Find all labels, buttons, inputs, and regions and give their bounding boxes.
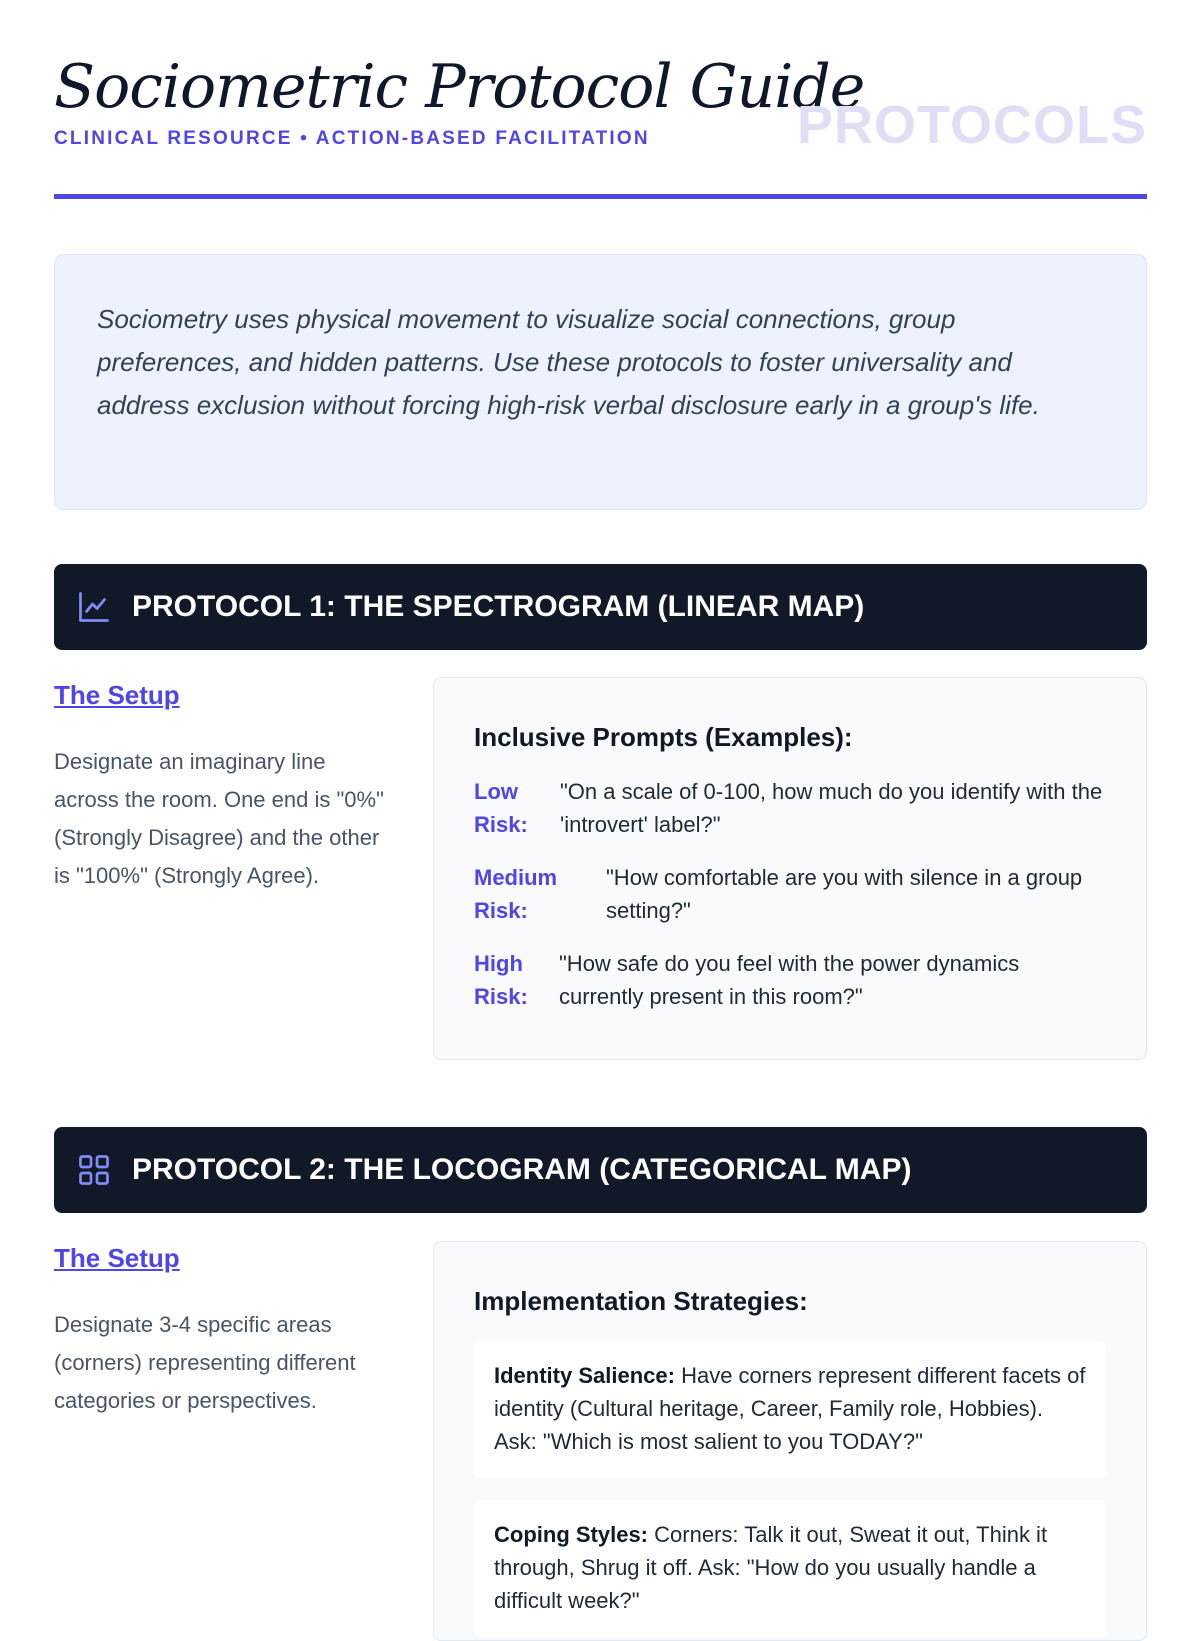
grid-icon <box>74 1150 114 1190</box>
prompt-label-medium: Medium Risk: <box>474 865 558 923</box>
header <box>54 0 1147 200</box>
prompt-text-high: "How safe do you feel with the power dynamics currently present in this room?" <box>559 951 1020 1009</box>
prompt-row-high <box>474 947 1106 1013</box>
prompt-text-medium: "How comfortable are you with silence in a group setting?" <box>606 865 1083 923</box>
line-chart-icon <box>74 587 114 627</box>
header-divider <box>54 194 1147 199</box>
section-watermark: PROTOCOLS <box>796 95 1147 155</box>
prompt-row-low <box>474 775 1106 841</box>
prompt-text-low: "On a scale of 0-100, how much do you identify with the 'introvert' label?" <box>560 779 1103 837</box>
strategy-text: Corners: Talk it out, Sweat it out, Think it through, Shrug it off. Ask: "How do you usually handle a difficult week?" <box>494 1522 1048 1613</box>
strategy-card <box>474 1500 1106 1637</box>
prompts-panel-title: Inclusive Prompts (Examples): <box>474 722 853 752</box>
protocol-2-header <box>54 1127 1147 1213</box>
prompt-label-high: High Risk: <box>474 951 528 1009</box>
protocol-1-setup-text: Designate an imaginary line across the room. One end is "0%" (Strongly Disagree) and the other is "100%" (Strongly Agree). <box>54 749 384 888</box>
protocol-2-setup-text: Designate 3-4 specific areas (corners) representing different categories or perspectives. <box>54 1312 356 1413</box>
page-title: Sociometric Protocol Guide <box>54 52 865 122</box>
protocol-1-title: PROTOCOL 1: THE SPECTROGRAM (LINEAR MAP) <box>132 590 865 623</box>
protocol-1-prompts-panel <box>433 677 1147 1060</box>
strategies-panel-title: Implementation Strategies: <box>474 1286 808 1316</box>
protocol-1-header <box>54 564 1147 650</box>
strategy-label: Identity Salience: <box>494 1363 675 1388</box>
strategy-card <box>474 1341 1106 1478</box>
strategy-text: Have corners represent different facets of identity (Cultural heritage, Career, Family role, Hobbies). Ask: "Which is most salient to you TODAY?" <box>494 1363 1086 1454</box>
protocol-2-title: PROTOCOL 2: THE LOCOGRAM (CATEGORICAL MAP) <box>132 1153 912 1186</box>
intro-callout: Sociometry uses physical movement to visualize social connections, group preferences, and hidden patterns. Use these protocols to foster universality and address exclusion without forcing high-risk verbal disclosure early in a group's life. <box>54 254 1147 510</box>
protocol-2-setup-link[interactable]: The Setup <box>54 1243 180 1273</box>
page <box>54 0 1147 1613</box>
strategy-label: Coping Styles: <box>494 1522 649 1547</box>
protocol-1-setup-link[interactable]: The Setup <box>54 680 180 710</box>
prompt-label-low: Low Risk: <box>474 779 528 837</box>
protocol-2-strategies-panel <box>433 1241 1147 1641</box>
page-subtitle: CLINICAL RESOURCE • ACTION-BASED FACILITATION <box>54 128 650 149</box>
prompt-row-medium <box>474 861 1106 927</box>
